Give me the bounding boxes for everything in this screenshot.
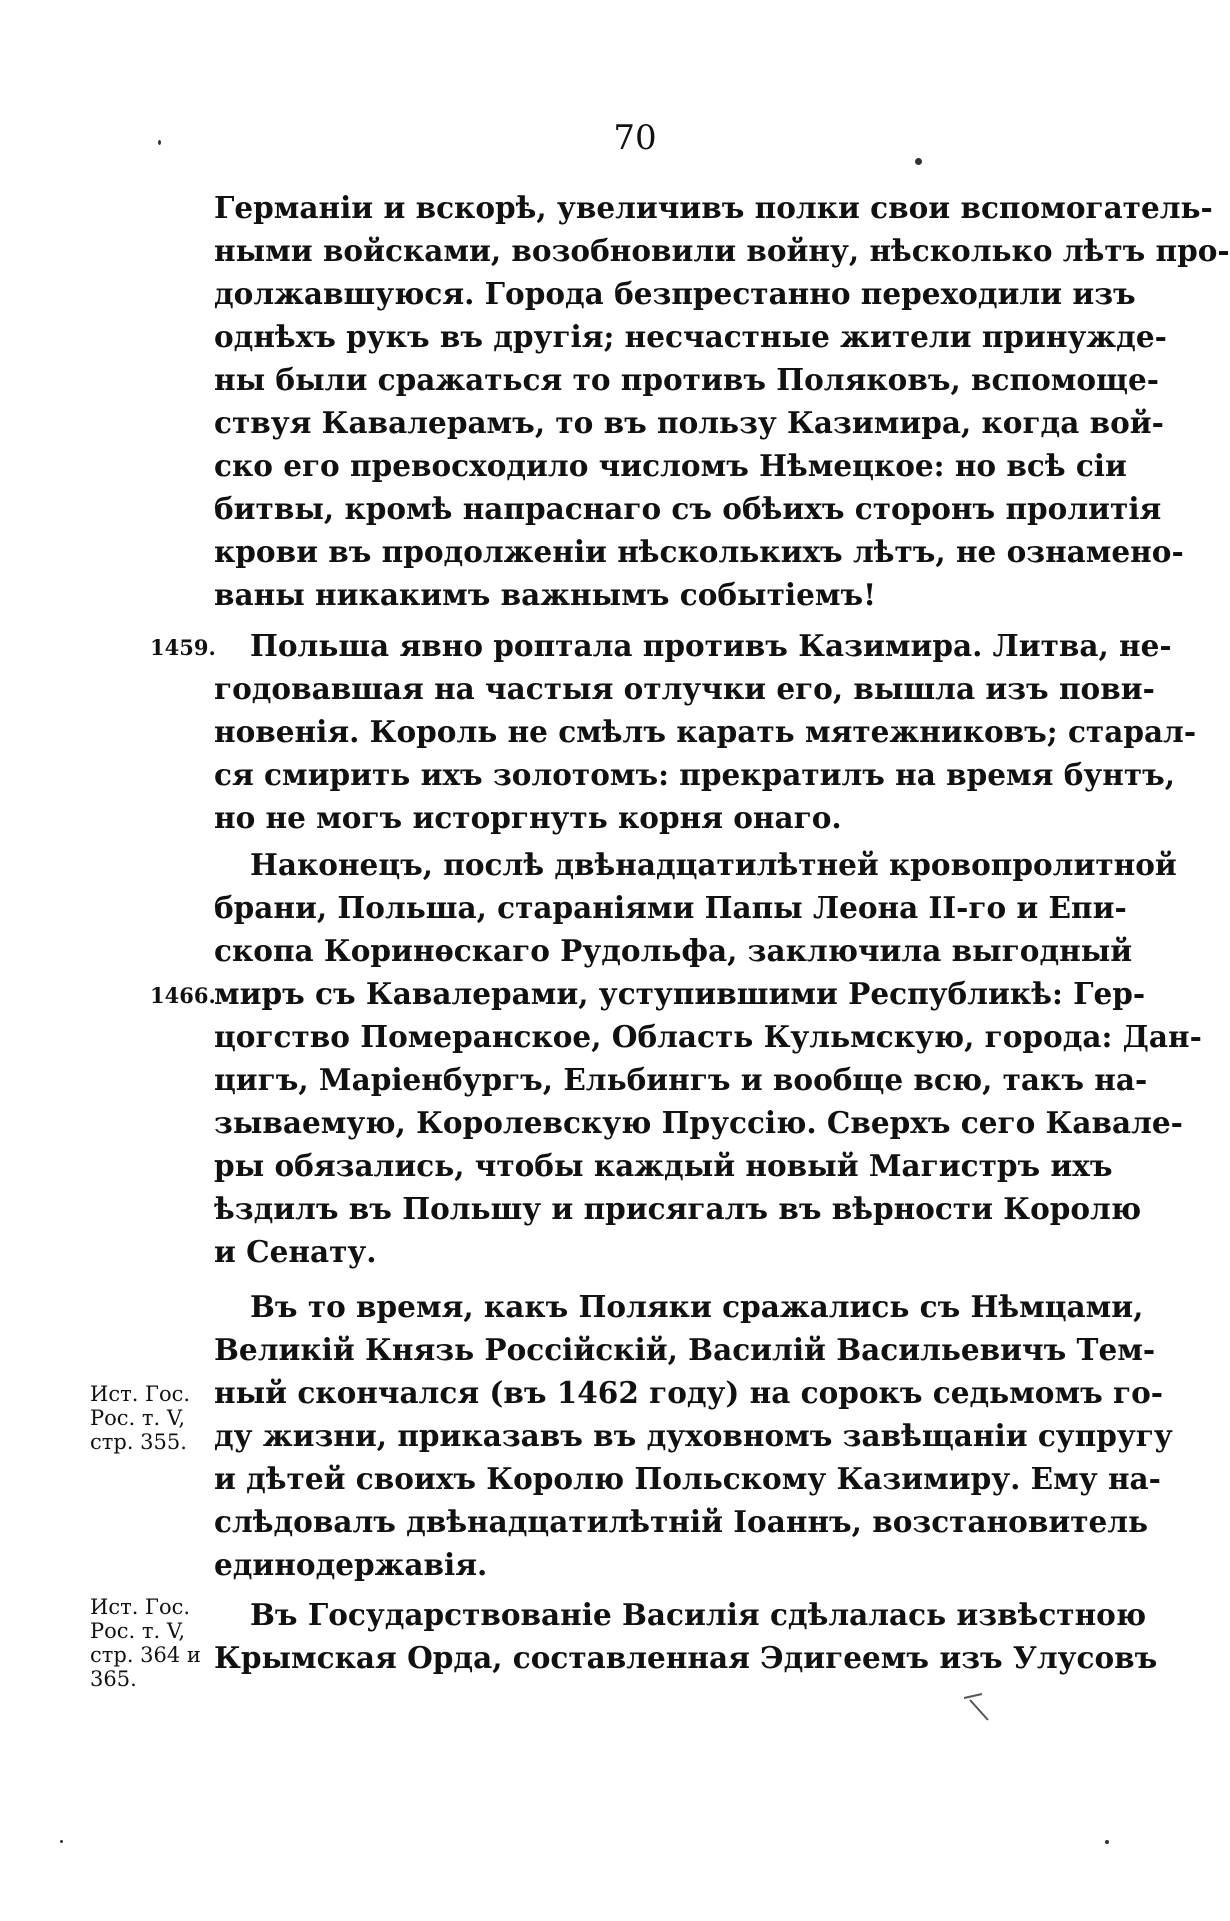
- text-line: ѣздилъ въ Польшу и присягалъ въ вѣрности Королю: [214, 1191, 1142, 1226]
- text-line: цигъ, Маріенбургъ, Ельбингъ и вообще всю, такъ на-: [214, 1062, 1148, 1097]
- text-line: Въ Государствованіе Василія сдѣлалась извѣстною: [250, 1597, 1147, 1632]
- text-line: и Сенату.: [214, 1234, 377, 1269]
- margin-note-line: Рос. т. V,: [90, 1406, 186, 1430]
- text-line: Польша явно роптала противъ Казимира. Литва, не-: [250, 628, 1172, 663]
- text-line: ный скончался (въ 1462 году) на сорокъ седьмомъ го-: [214, 1375, 1163, 1410]
- text-line: Наконецъ, послѣ двѣнадцатилѣтней кровопролитной: [250, 847, 1177, 882]
- margin-year-1466: 1466.: [150, 983, 216, 1008]
- text-line: битвы, кромѣ напраснаго съ обѣихъ сторонъ пролитія: [214, 491, 1162, 526]
- margin-note-line: стр. 364 и: [90, 1643, 201, 1667]
- text-line: и дѣтей своихъ Королю Польскому Казимиру. Ему на-: [214, 1461, 1161, 1496]
- text-line: но не могъ исторгнуть корня онаго.: [214, 800, 842, 835]
- text-line: однѣхъ рукъ въ другія; несчастные жители принужде-: [214, 319, 1167, 354]
- text-line: новенія. Король не смѣлъ карать мятежниковъ; старал-: [214, 714, 1197, 749]
- margin-note-line: 365.: [90, 1667, 137, 1691]
- margin-note-line: Рос. т. V,: [90, 1619, 186, 1643]
- text-line: цогство Померанское, Область Кульмскую, города: Дан-: [214, 1019, 1202, 1054]
- text-line: ры обязались, чтобы каждый новый Магистръ ихъ: [214, 1148, 1113, 1183]
- margin-note-line: Ист. Гос.: [90, 1595, 191, 1619]
- margin-note-source: [90, 1595, 215, 1691]
- text-line: зываемую, Королевскую Пруссію. Сверхъ сего Кавале-: [214, 1105, 1183, 1140]
- text-line: Германіи и вскорѣ, увеличивъ полки свои вспомогатель-: [214, 190, 1213, 225]
- text-line: должавшуюся. Города безпрестанно переходили изъ: [214, 276, 1136, 311]
- scan-speck: [158, 140, 161, 145]
- text-line: годовавшая на частыя отлучки его, вышла изъ пови-: [214, 671, 1155, 706]
- text-line: Крымская Орда, составленная Эдигеемъ изъ Улусовъ: [214, 1640, 1158, 1675]
- scan-speck: [915, 158, 922, 165]
- text-line: ны были сражаться то противъ Поляковъ, вспомоще-: [214, 362, 1159, 397]
- margin-year-1459: 1459.: [150, 635, 216, 660]
- scan-speck: [60, 1840, 63, 1843]
- text-line: единодержавія.: [214, 1547, 488, 1582]
- text-line: брани, Польша, стараніями Папы Леона II-го и Епи-: [214, 890, 1127, 925]
- text-line: ваны никакимъ важнымъ событіемъ!: [214, 577, 877, 612]
- text-line: ствуя Кавалерамъ, то въ пользу Казимира, когда вой-: [214, 405, 1164, 440]
- text-line: слѣдовалъ двѣнадцатилѣтній Іоаннъ, возстановитель: [214, 1504, 1149, 1539]
- scan-mark: [960, 1690, 1000, 1730]
- text-line: ся смирить ихъ золотомъ: прекратилъ на время бунтъ,: [214, 757, 1176, 792]
- text-line: ду жизни, приказавъ въ духовномъ завѣщаніи супругу: [214, 1418, 1173, 1453]
- scan-speck: [1105, 1840, 1109, 1844]
- text-line: Великій Князь Россійскій, Василій Васильевичъ Тем-: [214, 1332, 1156, 1367]
- page-number: 70: [613, 118, 657, 158]
- text-line: крови въ продолженіи нѣсколькихъ лѣтъ, не ознамено-: [214, 534, 1184, 569]
- margin-note-line: стр. 355.: [90, 1430, 187, 1454]
- text-line: скопа Коринѳскаго Рудольфа, заключила выгодный: [214, 933, 1133, 968]
- margin-note-line: Ист. Гос.: [90, 1382, 191, 1406]
- text-line: Въ то время, какъ Поляки сражались съ Нѣмцами,: [250, 1289, 1144, 1324]
- text-line: ско его превосходило числомъ Нѣмецкое: но всѣ сіи: [214, 448, 1127, 483]
- text-line: ными войсками, возобновили войну, нѣсколько лѣтъ про-: [214, 233, 1230, 268]
- margin-note-source: [90, 1382, 215, 1454]
- text-line: миръ съ Кавалерами, уступившими Республикѣ: Гер-: [214, 976, 1146, 1011]
